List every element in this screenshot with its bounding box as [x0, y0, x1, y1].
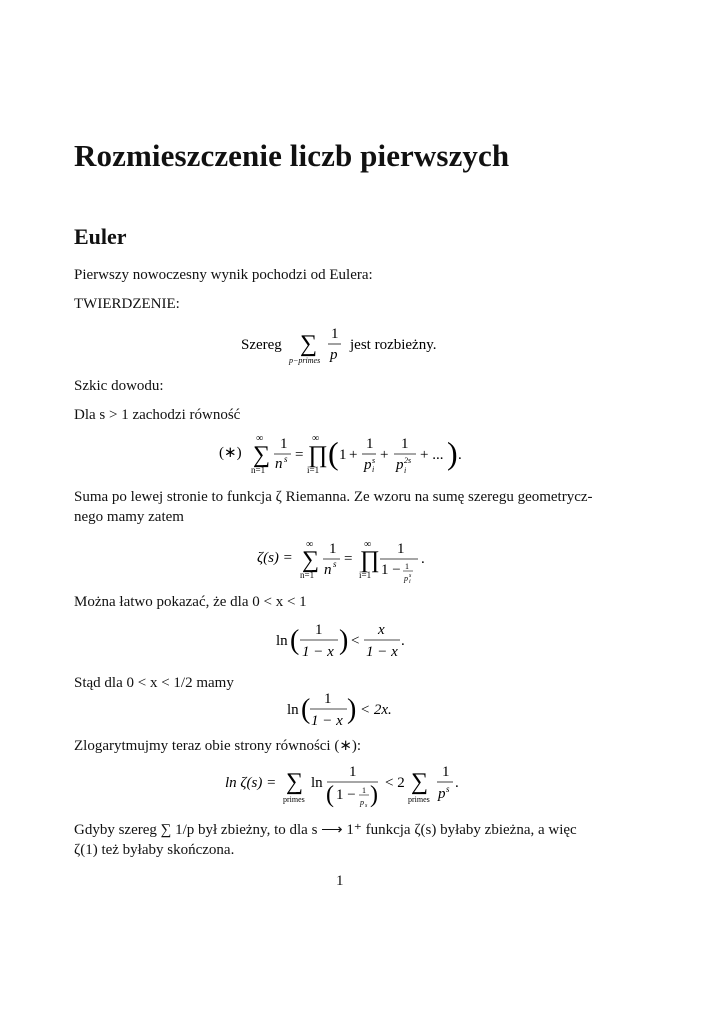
svg-text:s: s: [446, 784, 450, 794]
svg-text:1: 1: [397, 541, 405, 557]
inequality-1: [0, 618, 725, 664]
svg-text:1 − x: 1 − x: [311, 713, 343, 729]
fraction-numerator: 1: [331, 326, 339, 342]
intro-paragraph: Pierwszy nowoczesny wynik pochodzi od Eulera:: [74, 267, 373, 283]
page-number: 1: [336, 873, 344, 889]
svg-text:n=1: n=1: [300, 570, 315, 580]
zeta-lhs: ζ(s) =: [257, 550, 293, 566]
svg-text:1: 1: [362, 786, 366, 795]
log-formula: [0, 762, 725, 814]
svg-text:=: =: [344, 551, 353, 567]
sum-symbol: ∑: [300, 331, 318, 357]
theorem-label: TWIERDZENIE:: [74, 296, 180, 312]
svg-text:1: 1: [405, 562, 409, 571]
svg-text:1 −: 1 −: [336, 787, 356, 803]
svg-text:.: .: [458, 447, 462, 463]
svg-text:s: s: [372, 456, 376, 465]
svg-text:1: 1: [401, 436, 409, 452]
conclusion-line2: ζ(1) też byłaby skończona.: [74, 842, 235, 858]
sum-sub: n=1: [251, 465, 266, 475]
svg-text:1: 1: [315, 622, 323, 638]
svg-text:p: p: [360, 798, 364, 807]
prod-sup: ∞: [312, 433, 320, 444]
svg-text:p: p: [396, 457, 404, 473]
fraction-denominator: p: [330, 347, 338, 363]
svg-text:p: p: [404, 574, 408, 583]
denominator-n: n: [275, 456, 283, 472]
svg-text:1: 1: [366, 436, 374, 452]
svg-text:∞: ∞: [364, 539, 372, 550]
svg-text:(: (: [326, 782, 334, 808]
svg-text:∑: ∑: [411, 769, 429, 795]
page-title: Rozmieszczenie liczb pierwszych: [74, 138, 510, 173]
section-heading: Euler: [74, 224, 127, 249]
svg-text:(: (: [290, 625, 300, 656]
zeta-paragraph-line1: Suma po lewej stronie to funkcja ζ Riemanna. Ze wzoru na sumę szeregu geometrycz-: [74, 489, 593, 505]
svg-text:<: <: [351, 633, 360, 649]
svg-text:ln: ln: [287, 702, 299, 718]
svg-text:n: n: [324, 562, 332, 578]
svg-text:s: s: [365, 803, 368, 809]
svg-text:i: i: [404, 466, 407, 475]
svg-text:1 − x: 1 − x: [302, 644, 334, 660]
sum-subscript: p−primes: [289, 356, 321, 365]
numerator: 1: [280, 436, 288, 452]
log-paragraph: Zlogarytmujmy teraz obie strony równości (∗):: [74, 738, 362, 754]
svg-text:∏: ∏: [360, 547, 380, 573]
svg-text:(: (: [301, 694, 311, 725]
svg-text:1: 1: [442, 764, 450, 780]
svg-text:i=1: i=1: [359, 570, 372, 580]
conclusion-line1: Gdyby szereg ∑ 1/p był zbieżny, to dla s ⟶ 1⁺ funkcja ζ(s) byłaby zbieżna, a więc: [74, 822, 577, 838]
svg-text:primes: primes: [408, 795, 430, 804]
equation-tag: (∗): [219, 445, 242, 461]
svg-text:∑: ∑: [286, 769, 304, 795]
svg-text:1 − x: 1 − x: [366, 644, 398, 660]
sum-symbol: ∑: [253, 442, 271, 468]
svg-text:): ): [339, 625, 349, 656]
exponent-s: s: [284, 454, 288, 464]
condition-paragraph: Dla s > 1 zachodzi równość: [74, 407, 241, 423]
svg-text:i: i: [372, 465, 375, 474]
euler-product-formula: [0, 430, 725, 478]
svg-text:ln: ln: [311, 775, 323, 791]
svg-text:∑: ∑: [302, 547, 320, 573]
svg-text:x: x: [378, 622, 385, 638]
svg-text:1: 1: [324, 691, 332, 707]
svg-text:.: .: [455, 775, 459, 791]
svg-text:1: 1: [349, 764, 357, 780]
svg-text:): ): [370, 782, 378, 808]
svg-text:+: +: [380, 447, 389, 463]
inequality-2: [0, 688, 725, 734]
svg-text:1: 1: [329, 541, 337, 557]
svg-text:primes: primes: [283, 795, 305, 804]
svg-text:p: p: [364, 457, 372, 473]
proof-sketch-label: Szkic dowodu:: [74, 378, 164, 394]
theorem-formula: [0, 322, 725, 372]
svg-text:i: i: [409, 579, 411, 585]
svg-text:.: .: [401, 633, 405, 649]
svg-text:ln ζ(s) =: ln ζ(s) =: [225, 775, 277, 791]
svg-text:=: =: [295, 447, 304, 463]
zeta-formula: [0, 537, 725, 587]
svg-text:(: (: [328, 435, 339, 471]
svg-text:2s: 2s: [404, 456, 412, 465]
sum-sup: ∞: [256, 433, 264, 444]
theorem-suffix: jest rozbieżny.: [350, 337, 437, 353]
zeta-paragraph-line2: nego mamy zatem: [74, 509, 184, 525]
svg-text:ln: ln: [276, 633, 288, 649]
svg-text:+: +: [349, 447, 358, 463]
svg-text:1 −: 1 −: [381, 562, 401, 578]
prod-sub: i=1: [307, 465, 320, 475]
svg-text:p: p: [438, 786, 446, 802]
svg-text:s: s: [409, 573, 412, 579]
svg-text:.: .: [421, 551, 425, 567]
ellipsis: + ...: [420, 447, 444, 463]
svg-text:< 2: < 2: [385, 775, 405, 791]
hence-paragraph: Stąd dla 0 < x < 1/2 mamy: [74, 675, 234, 691]
svg-text:< 2x.: < 2x.: [360, 702, 392, 718]
svg-text:1: 1: [339, 447, 347, 463]
svg-text:): ): [347, 694, 357, 725]
inequality-intro: Można łatwo pokazać, że dla 0 < x < 1: [74, 594, 307, 610]
svg-text:): ): [447, 435, 458, 471]
theorem-prefix: Szereg: [241, 337, 282, 353]
svg-text:∞: ∞: [306, 539, 314, 550]
svg-text:s: s: [333, 559, 337, 569]
product-symbol: ∏: [308, 442, 328, 468]
